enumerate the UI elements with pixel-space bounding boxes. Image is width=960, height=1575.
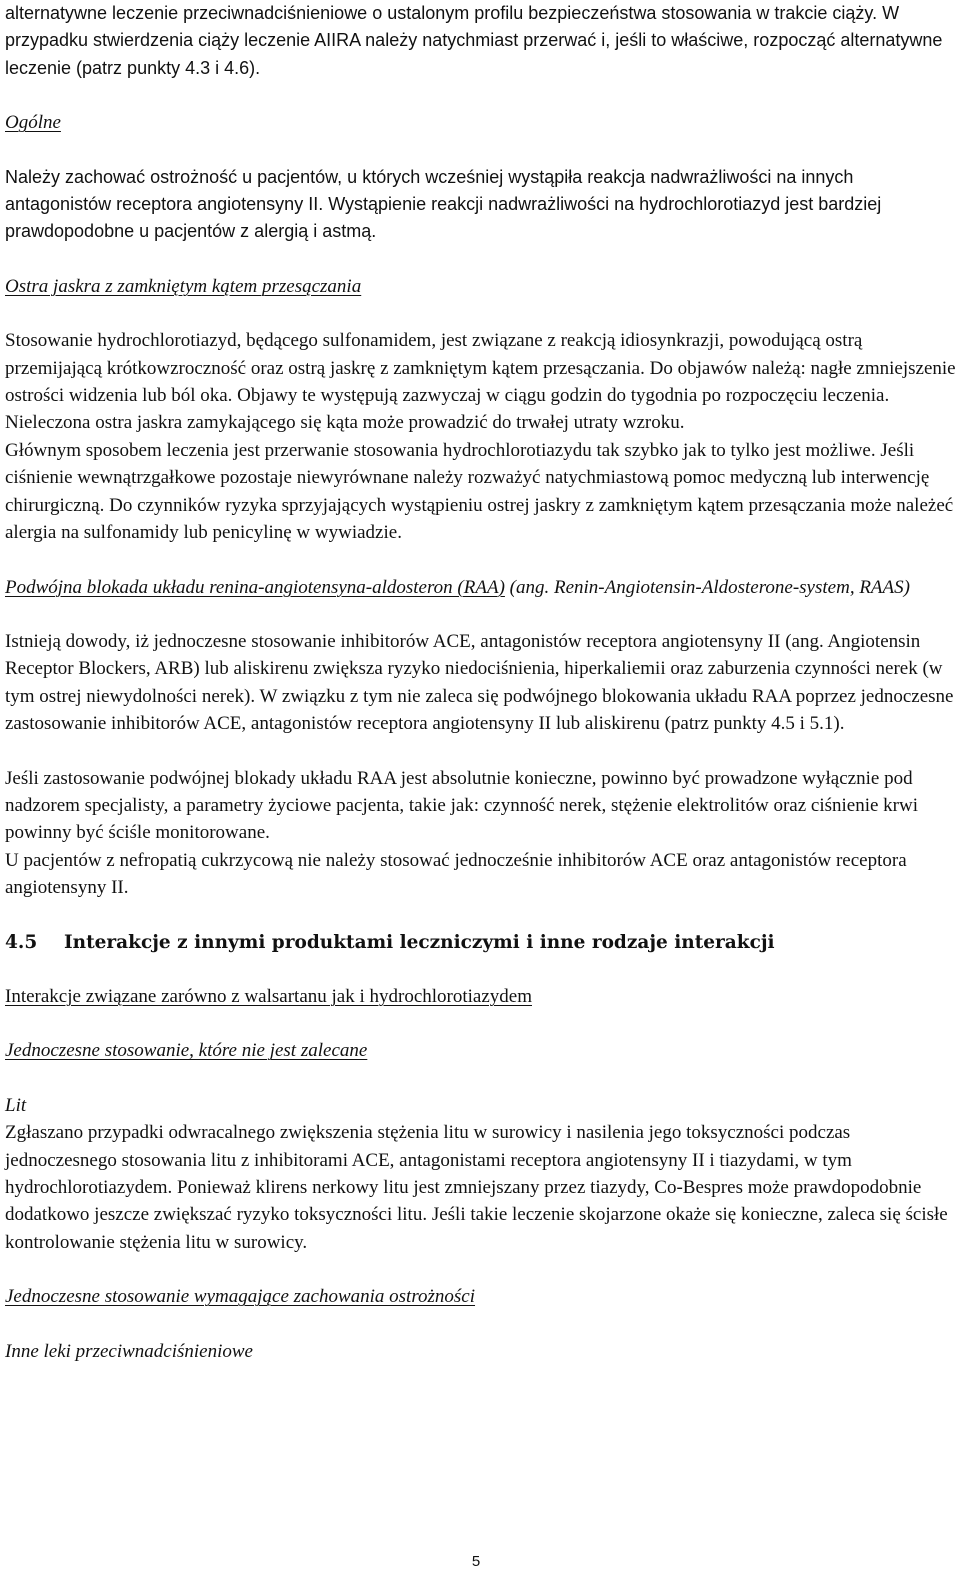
- section-title: Interakcje z innymi produktami leczniczymi i inne rodzaje interakcji: [64, 931, 775, 953]
- raa-heading: [5, 574, 957, 601]
- section-heading-4-5: [5, 929, 957, 956]
- glaucoma-heading: Ostra jaskra z zamkniętym kątem przesączania: [5, 275, 362, 297]
- general-paragraph: Należy zachować ostrożność u pacjentów, u których wcześniej wystąpiła reakcja nadwrażliwości na innych antagonistów receptora angiotensyny II. Wystąpienie reakcji nadwrażliwości na hydrochlorotiazyd jest bardziej prawdopodobne u pacjentów z alergią i astmą.: [5, 166, 882, 242]
- lithium-paragraph: Zgłaszano przypadki odwracalnego zwiększenia stężenia litu w surowicy i nasilenia jego toksyczności podczas jednoczesnego stosowania litu z inhibitorami ACE, antagonistami receptora angiotensyny II i tiazydami, w tym hydrochlorotiazydem. Ponieważ klirens nerkowy litu jest zmniejszany przez tiazydy, Co-Bespres może prawdopodobnie dodatkowo jeszcze zwiększać ryzyko toksyczności litu. Jeśli takie leczenie skojarzone okaże się konieczne, zaleca się ścisłe kontrolowanie stężenia litu w surowicy.: [5, 1122, 948, 1253]
- other-drugs-heading: Inne leki przeciwnadciśnieniowe: [5, 1340, 253, 1362]
- glaucoma-paragraph-2: Głównym sposobem leczenia jest przerwanie stosowania hydrochlorotiazydu tak szybko jak to tylko jest możliwe. Jeśli ciśnienie wewnątrzgałkowe pozostaje niewyrównane należy rozważyć natychmiastową pomoc medyczną lub interwencję chirurgiczną. Do czynników ryzyka sprzyjających wystąpieniu ostrej jaskry z zamkniętym kątem przesączania może należeć alergia na sulfonamidy lub penicylinę w wywiadzie.: [5, 439, 954, 544]
- lithium-heading: Lit: [5, 1094, 27, 1116]
- page-number: 5: [471, 1553, 481, 1570]
- raa-paragraph-2: Jeśli zastosowanie podwójnej blokady układu RAA jest absolutnie konieczne, powinno być prowadzone wyłącznie pod nadzorem specjalisty, a parametry życiowe pacjenta, takie jak: czynność nerek, stężenie elektrolitów oraz ciśnienie krwi powinny być ściśle monitorowane.: [5, 767, 919, 844]
- document-page: [5, 0, 957, 1365]
- general-heading: Ogólne: [5, 112, 61, 134]
- caution-heading: Jednoczesne stosowanie wymagające zachowania ostrożności: [5, 1286, 476, 1308]
- raa-paragraph-3: U pacjentów z nefropatią cukrzycową nie należy stosować jednocześnie inhibitorów ACE oraz antagonistów receptora angiotensyny II.: [5, 849, 907, 899]
- not-recommended-heading: Jednoczesne stosowanie, które nie jest zalecane: [5, 1040, 368, 1062]
- raa-paragraph-1: Istnieją dowody, iż jednoczesne stosowanie inhibitorów ACE, antagonistów receptora angiotensyny II (ang. Angiotensin Receptor Blockers, ARB) lub aliskirenu zwiększa ryzyko niedociśnienia, hiperkaliemii oraz zaburzenia czynności nerek (w tym ostrej niewydolności nerek). W związku z tym nie zaleca się podwójnego blokowania układu RAA poprzez jednoczesne zastosowanie inhibitorów ACE, antagonistów receptora angiotensyny II lub aliskirenu (patrz punkty 4.5 i 5.1).: [5, 630, 954, 735]
- section-number: 4.5: [5, 931, 38, 953]
- glaucoma-paragraph-1: Stosowanie hydrochlorotiazyd, będącego sulfonamidem, jest związane z reakcją idiosynkrazji, powodującą ostrą przemijającą krótkowzroczność oraz ostrą jaskrę z zamkniętym kątem przesączania. Do objawów należą: nagłe zmniejszenie ostrości widzenia lub ból oka. Objawy te występują zazwyczaj w ciągu godzin do tygodnia po rozpoczęciu leczenia. Nieleczona ostra jaskra zamykającego się kąta może prowadzić do trwałej utraty wzroku.: [5, 330, 956, 434]
- interactions-subheading: Interakcje związane zarówno z walsartanu jak i hydrochlorotiazydem: [5, 985, 532, 1007]
- intro-paragraph: alternatywne leczenie przeciwnadciśnieniowe o ustalonym profilu bezpieczeństwa stosowania w trakcie ciąży. W przypadku stwierdzenia ciąży leczenie AIIRA należy natychmiast przerwać i, jeśli to właściwe, rozpocząć alternatywne leczenie (patrz punkty 4.3 i 4.6).: [5, 3, 943, 78]
- raa-heading-underlined: Podwójna blokada układu renina-angiotensyna-aldosteron (RAA): [5, 576, 505, 598]
- raa-heading-rest: (ang. Renin-Angiotensin-Aldosterone-system, RAAS): [504, 576, 910, 598]
